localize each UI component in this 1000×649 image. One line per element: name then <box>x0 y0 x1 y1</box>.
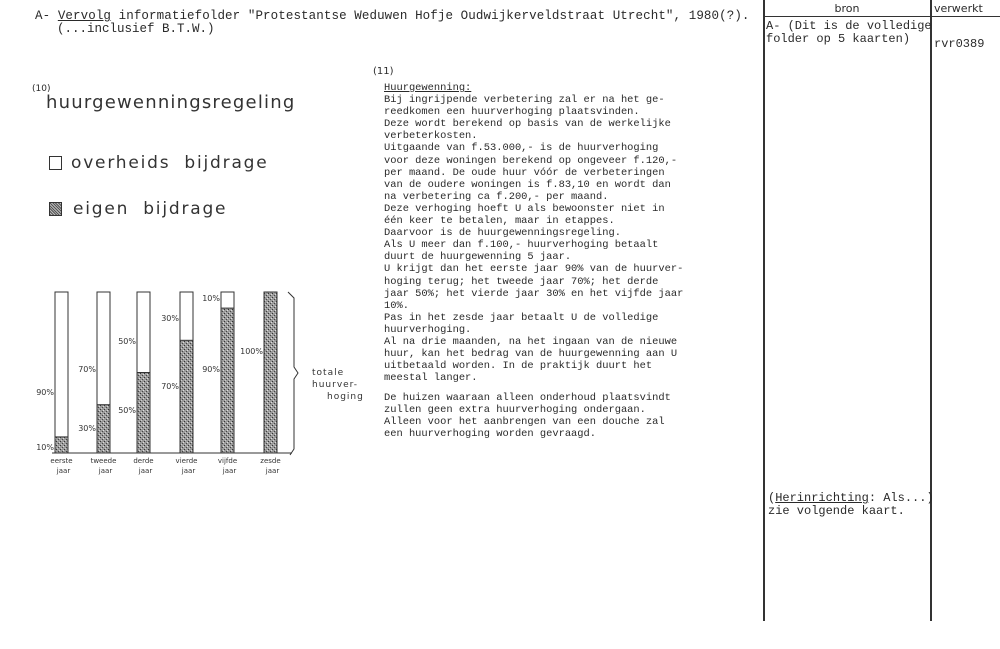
text-line: een huurverhoging worden gevraagd. <box>384 428 597 441</box>
note-rest: : Als...) <box>868 491 934 505</box>
annotation-line-3: hoging <box>327 392 364 402</box>
panel-divider <box>930 0 932 621</box>
bar-eigen <box>55 437 68 453</box>
category-label: vierde <box>175 457 198 465</box>
column-header-bron: bron <box>834 2 860 15</box>
text-line: huurverhoging. <box>384 323 472 336</box>
section-heading: Huurgewenning: <box>384 82 472 94</box>
panel-border-left <box>763 0 765 621</box>
label-overheids: 50% <box>118 337 136 346</box>
stacked-bar-chart <box>0 285 370 485</box>
section-number: (11) <box>373 66 394 77</box>
title-vervolg: Vervolg <box>57 9 112 23</box>
bar-eigen <box>137 373 150 454</box>
text-line: per maand. De oude huur vóór de verbeteringen <box>384 166 665 179</box>
category-label: vijfde <box>217 457 238 465</box>
text-line: U krijgt dan het eerste jaar 90% van de huurver- <box>384 263 684 276</box>
text-line: duurt de huurgewenning 5 jaar. <box>384 251 572 264</box>
source-text: A- (Dit is de volledige folder op 5 kaarten) <box>766 19 932 46</box>
note-link: Herinrichting <box>775 491 869 505</box>
category-label: jaar <box>56 467 71 475</box>
legend-label-b: bijdrage <box>184 153 269 173</box>
category-label: eerste <box>50 457 73 465</box>
text-line: Al na drie maanden, na het ingaan van de nieuwe <box>384 335 678 348</box>
annotation-line-2: huurver- <box>312 380 359 390</box>
text-line: Daarvoor is de huurgewenningsregeling. <box>384 227 621 240</box>
category-label: jaar <box>265 467 280 475</box>
panel-header-line <box>763 16 1000 17</box>
label-eigen: 100% <box>240 347 263 356</box>
text-line: Pas in het zesde jaar betaalt U de volledige <box>384 311 659 324</box>
label-overheids: 90% <box>36 388 54 397</box>
bar-eigen <box>180 340 193 453</box>
filled-box-icon <box>49 202 62 216</box>
label-eigen: 30% <box>78 424 96 433</box>
text-line: Deze wordt berekend op basis van de werkelijke <box>384 118 671 131</box>
title-prefix: A- <box>35 9 58 23</box>
text-line: uitbetaald worden. In de praktijk duurt het <box>384 360 653 373</box>
text-line: Uitgaande van f.53.000,- is de huurverhoging <box>384 142 659 155</box>
category-label: jaar <box>181 467 196 475</box>
body-text <box>384 82 754 384</box>
legend-item-eigen <box>49 199 227 219</box>
category-label: tweede <box>90 457 117 465</box>
title-rest: informatiefolder "Protestantse Weduwen Hofje Oudwijkerveldstraat Utrecht", 1980(?). <box>111 9 750 23</box>
text-line: De huizen waaraan alleen onderhoud plaatsvindt <box>384 392 671 404</box>
bar-eigen <box>97 405 110 453</box>
label-eigen: 50% <box>118 406 136 415</box>
text-line: zullen geen extra huurverhoging ondergaan. <box>384 404 646 417</box>
note-prefix: ( <box>768 491 776 505</box>
text-line: Bij ingrijpende verbetering zal er na het ge- <box>384 94 665 107</box>
legend-label-a: eigen <box>73 199 130 219</box>
brace <box>288 292 298 455</box>
body-text-2 <box>384 392 754 440</box>
text-line: van de oudere woningen is f.83,10 en wordt dan <box>384 178 671 191</box>
text-line: huur, kan het bedrag van de huurgewenning aan U <box>384 348 678 361</box>
category-label: jaar <box>222 467 237 475</box>
text-line: Als U meer dan f.100,- huurverhoging betaalt <box>384 239 659 252</box>
text-line: Alleen voor het aanbrengen van een douche zal <box>384 416 665 429</box>
category-label: derde <box>133 457 154 465</box>
text-line: verbeterkosten. <box>384 130 478 143</box>
text-line: jaar 50%; het vierde jaar 30% en het vijfde jaar <box>384 287 684 300</box>
category-label: zesde <box>260 457 281 465</box>
bar-overheids <box>55 292 68 453</box>
label-overheids: 70% <box>78 365 96 374</box>
legend-item-overheids <box>49 153 269 173</box>
label-eigen: 70% <box>161 382 179 391</box>
empty-box-icon <box>49 156 62 170</box>
text-line: meestal langer. <box>384 372 478 385</box>
label-eigen: 90% <box>202 365 220 374</box>
figure-title: huurgewenningsregeling <box>46 92 296 113</box>
text-line: reedkomen een huurverhoging plaatsvinden. <box>384 106 640 119</box>
bar-eigen <box>221 308 234 453</box>
note-line-2: zie volgende kaart. <box>768 504 905 518</box>
text-line: Deze verhoging hoeft U als bewoonster niet in <box>384 202 665 215</box>
reference-code: rvr0389 <box>934 37 985 51</box>
label-overheids: 10% <box>202 294 220 303</box>
figure-number: (10) <box>32 84 51 94</box>
label-overheids: 30% <box>161 314 179 323</box>
text-line: één keer te betalen, maar in etappes. <box>384 215 615 228</box>
text-line: voor deze woningen berekend op ongeveer f.120,- <box>384 154 678 167</box>
text-line: hoging terug; het tweede jaar 70%; het derde <box>384 275 659 288</box>
document-title <box>35 9 750 23</box>
column-header-verwerkt: verwerkt <box>934 2 983 15</box>
category-label: jaar <box>98 467 113 475</box>
category-label: jaar <box>138 467 153 475</box>
text-line: 10%. <box>384 299 409 312</box>
label-eigen: 10% <box>36 443 54 452</box>
bar-eigen <box>264 292 277 453</box>
text-line: na verbetering ca f.200,- per maand. <box>384 190 609 203</box>
legend-label-a: overheids <box>71 153 171 173</box>
continuation-note <box>768 492 934 518</box>
legend-label-b: bijdrage <box>143 199 228 219</box>
document-subtitle: (...inclusief B.T.W.) <box>57 22 215 36</box>
annotation-line-1: totale <box>312 368 345 378</box>
